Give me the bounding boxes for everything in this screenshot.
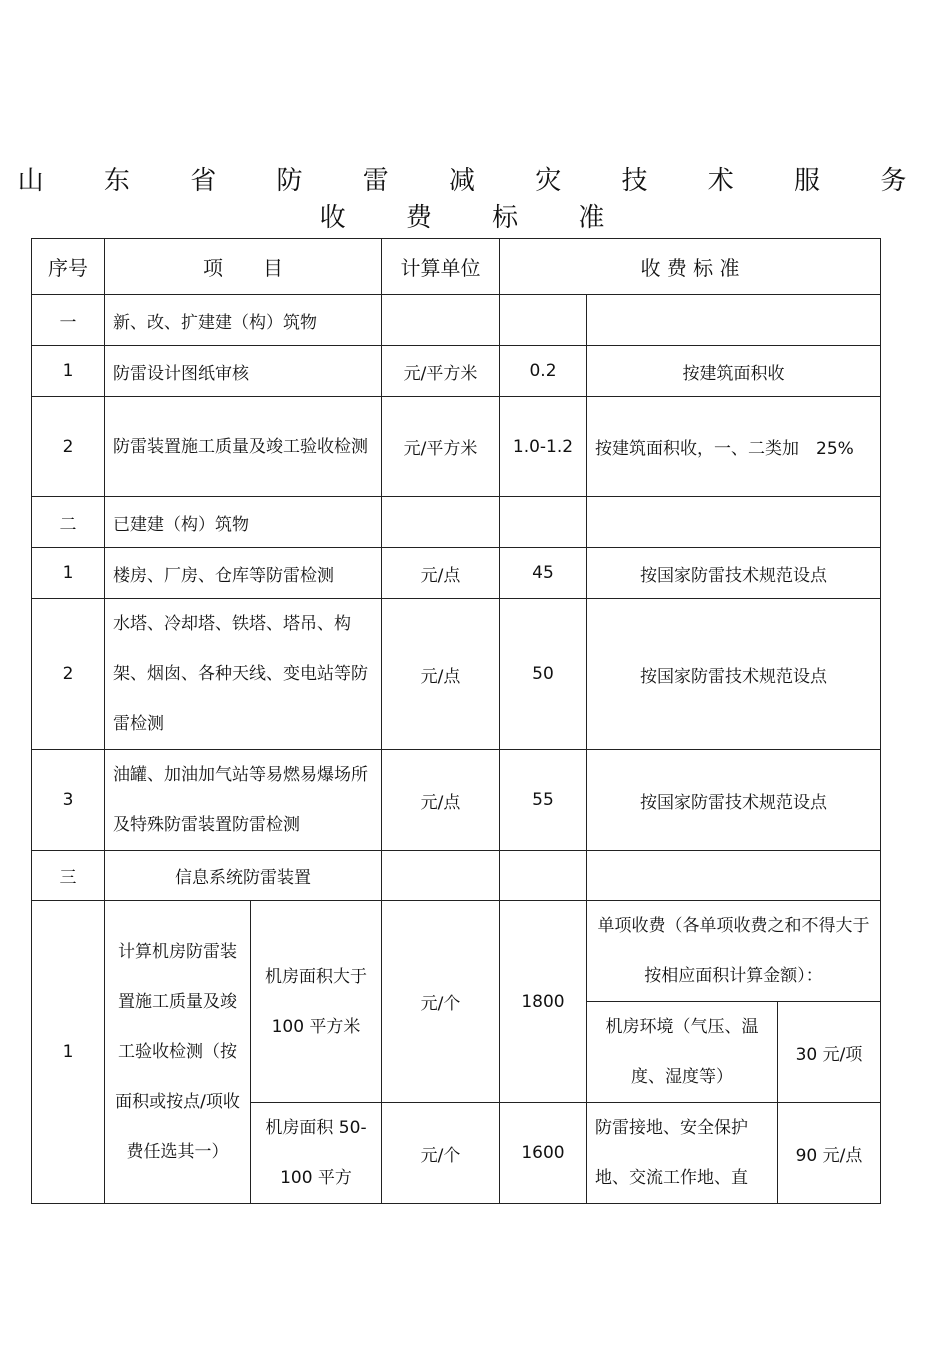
table-row xyxy=(32,397,881,497)
table-row xyxy=(32,599,881,750)
row-item: 油罐、加油加气站等易燃易爆场所及特殊防雷装置防雷检测 xyxy=(105,750,382,851)
note-header: 单项收费（各单项收费之和不得大于按相应面积计算金额）： xyxy=(587,901,881,1002)
row-unit: 元/点 xyxy=(382,548,500,599)
row-no: 1 xyxy=(32,548,105,599)
row-item: 已建建（构）筑物 xyxy=(105,497,382,548)
row-unit xyxy=(382,497,500,548)
row-note xyxy=(587,851,881,901)
header-standard: 收 费 标 准 xyxy=(500,239,881,295)
row-unit: 元/个 xyxy=(382,901,500,1103)
row-note: 按建筑面积收 xyxy=(587,346,881,397)
row-no: 一 xyxy=(32,295,105,346)
row-price: 0.2 xyxy=(500,346,587,397)
row-note xyxy=(587,295,881,346)
row-price: 55 xyxy=(500,750,587,851)
row-note: 按国家防雷技术规范设点 xyxy=(587,599,881,750)
row-unit: 元/点 xyxy=(382,750,500,851)
subitem-fee: 90 元/点 xyxy=(778,1103,881,1204)
row-unit: 元/个 xyxy=(382,1103,500,1204)
table-row xyxy=(32,901,881,1002)
row-unit: 元/平方米 xyxy=(382,346,500,397)
row-unit xyxy=(382,295,500,346)
row-unit: 元/平方米 xyxy=(382,397,500,497)
row-no: 二 xyxy=(32,497,105,548)
row-item: 防雷装置施工质量及竣工验收检测 xyxy=(105,397,382,497)
area-cell: 机房面积大于 100 平方米 xyxy=(251,901,382,1103)
row-unit xyxy=(382,851,500,901)
row-item: 计算机房防雷装置施工质量及竣工验收检测（按面积或按点/项收费任选其一） xyxy=(105,901,251,1204)
row-price xyxy=(500,851,587,901)
header-no: 序号 xyxy=(32,239,105,295)
row-no: 2 xyxy=(32,397,105,497)
table-row xyxy=(32,346,881,397)
row-price: 1800 xyxy=(500,901,587,1103)
header-item: 项 目 xyxy=(105,239,382,295)
table-row xyxy=(32,295,881,346)
row-price: 1.0-1.2 xyxy=(500,397,587,497)
header-unit: 计算单位 xyxy=(382,239,500,295)
row-item: 楼房、厂房、仓库等防雷检测 xyxy=(105,548,382,599)
row-note: 按国家防雷技术规范设点 xyxy=(587,548,881,599)
row-item: 新、改、扩建建（构）筑物 xyxy=(105,295,382,346)
fee-table xyxy=(31,238,881,1204)
table-row xyxy=(32,750,881,851)
table-row xyxy=(32,548,881,599)
row-no: 1 xyxy=(32,901,105,1204)
subitem-label: 防雷接地、安全保护地、交流工作地、直 xyxy=(587,1103,778,1204)
page-title: 山 东 省 防 雷 减 灾 技 术 服 务 收 费 标 准 xyxy=(17,166,933,233)
row-note: 按国家防雷技术规范设点 xyxy=(587,750,881,851)
row-no: 3 xyxy=(32,750,105,851)
subitem-fee: 30 元/项 xyxy=(778,1002,881,1103)
row-item: 防雷设计图纸审核 xyxy=(105,346,382,397)
row-price: 50 xyxy=(500,599,587,750)
table-row xyxy=(32,497,881,548)
row-unit: 元/点 xyxy=(382,599,500,750)
row-no: 三 xyxy=(32,851,105,901)
row-price xyxy=(500,497,587,548)
row-no: 2 xyxy=(32,599,105,750)
row-price: 45 xyxy=(500,548,587,599)
area-cell: 机房面积 50-100 平方 xyxy=(251,1103,382,1204)
header-row xyxy=(32,239,881,295)
row-note xyxy=(587,497,881,548)
row-note: 按建筑面积收，一、二类加 25% xyxy=(587,397,881,497)
row-item: 信息系统防雷装置 xyxy=(105,851,382,901)
table-row xyxy=(32,851,881,901)
row-price xyxy=(500,295,587,346)
row-no: 1 xyxy=(32,346,105,397)
subitem-label: 机房环境（气压、温度、湿度等） xyxy=(587,1002,778,1103)
row-item: 水塔、冷却塔、铁塔、塔吊、构架、烟囱、各种天线、变电站等防雷检测 xyxy=(105,599,382,750)
row-price: 1600 xyxy=(500,1103,587,1204)
